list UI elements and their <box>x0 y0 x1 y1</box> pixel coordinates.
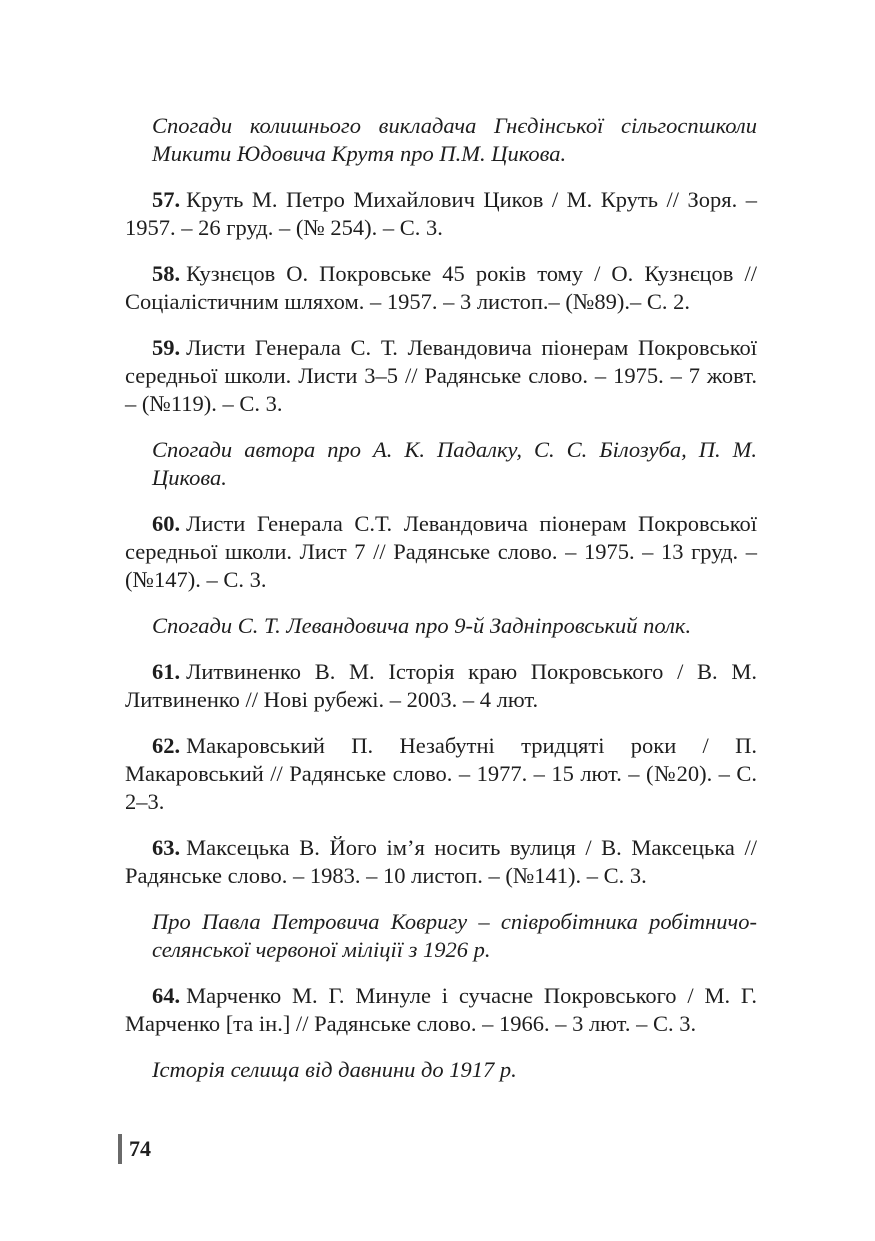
bibliography-entry-64 <box>125 982 757 1038</box>
bibliography-entry-63 <box>125 834 757 890</box>
entry-text: Круть М. Петро Михайлович Циков / М. Круть // Зоря. – 1957. – 26 груд. – (№ 254). – С. 3. <box>125 187 757 240</box>
entry-text: Марченко М. Г. Минуле і сучасне Покровського / М. Г. Марченко [та ін.] // Радянське слово. – 1966. – 3 лют. – С. 3. <box>125 983 757 1036</box>
entry-number: 60. <box>152 511 181 536</box>
annotation-note: Спогади С. Т. Левандовича про 9-й Задніпровський полк. <box>152 613 692 638</box>
entry-number: 62. <box>152 733 181 758</box>
annotation-note: Історія селища від давнини до 1917 р. <box>152 1057 517 1082</box>
bibliography-entry-59 <box>125 334 757 418</box>
bibliography-entry-60 <box>125 510 757 594</box>
entry-number: 64. <box>152 983 181 1008</box>
page-content <box>125 112 757 1102</box>
annotation-note: Про Павла Петровича Ковригу – співробітника робітничо-селянської червоної міліції з 1926 р. <box>152 909 757 962</box>
entry-text: Листи Генерала С.Т. Левандовича піонерам Покровської середньої школи. Лист 7 // Радянське слово. – 1975. – 13 груд. – (№147). – С. 3. <box>125 511 757 592</box>
entry-number: 61. <box>152 659 181 684</box>
annotation-note: Спогади колишнього викладача Гнєдінської сільгоспшколи Микити Юдовича Крутя про П.М. Цикова. <box>152 113 757 166</box>
entry-text: Макаровський П. Незабутні тридцяті роки / П. Макаровський // Радянське слово. – 1977. – 15 лют. – (№20). – С. 2–3. <box>125 733 757 814</box>
entry-text: Кузнєцов О. Покровське 45 років тому / О. Кузнєцов // Соціалістичним шляхом. – 1957. – 3 листоп.– (№89).– С. 2. <box>125 261 757 314</box>
bibliography-entry-62 <box>125 732 757 816</box>
annotation-note: Спогади автора про А. К. Падалку, С. С. Білозуба, П. М. Цикова. <box>152 437 757 490</box>
entry-text: Литвиненко В. М. Історія краю Покровського / В. М. Литвиненко // Нові рубежі. – 2003. – 4 лют. <box>125 659 757 712</box>
bibliography-entry-57 <box>125 186 757 242</box>
page-footer <box>118 1134 151 1164</box>
entry-text: Листи Генерала С. Т. Левандовича піонерам Покровської середньої школи. Листи 3–5 // Радянське слово. – 1975. – 7 жовт. – (№119). – С. 3. <box>125 335 757 416</box>
bibliography-entry-58 <box>125 260 757 316</box>
entry-number: 57. <box>152 187 181 212</box>
entry-text: Максецька В. Його ім’я носить вулиця / В. Максецька // Радянське слово. – 1983. – 10 листоп. – (№141). – С. 3. <box>125 835 757 888</box>
entry-number: 63. <box>152 835 181 860</box>
entry-number: 58. <box>152 261 181 286</box>
bibliography-entry-61 <box>125 658 757 714</box>
page-number: 74 <box>129 1136 151 1161</box>
entry-number: 59. <box>152 335 181 360</box>
footer-rule <box>118 1134 122 1164</box>
